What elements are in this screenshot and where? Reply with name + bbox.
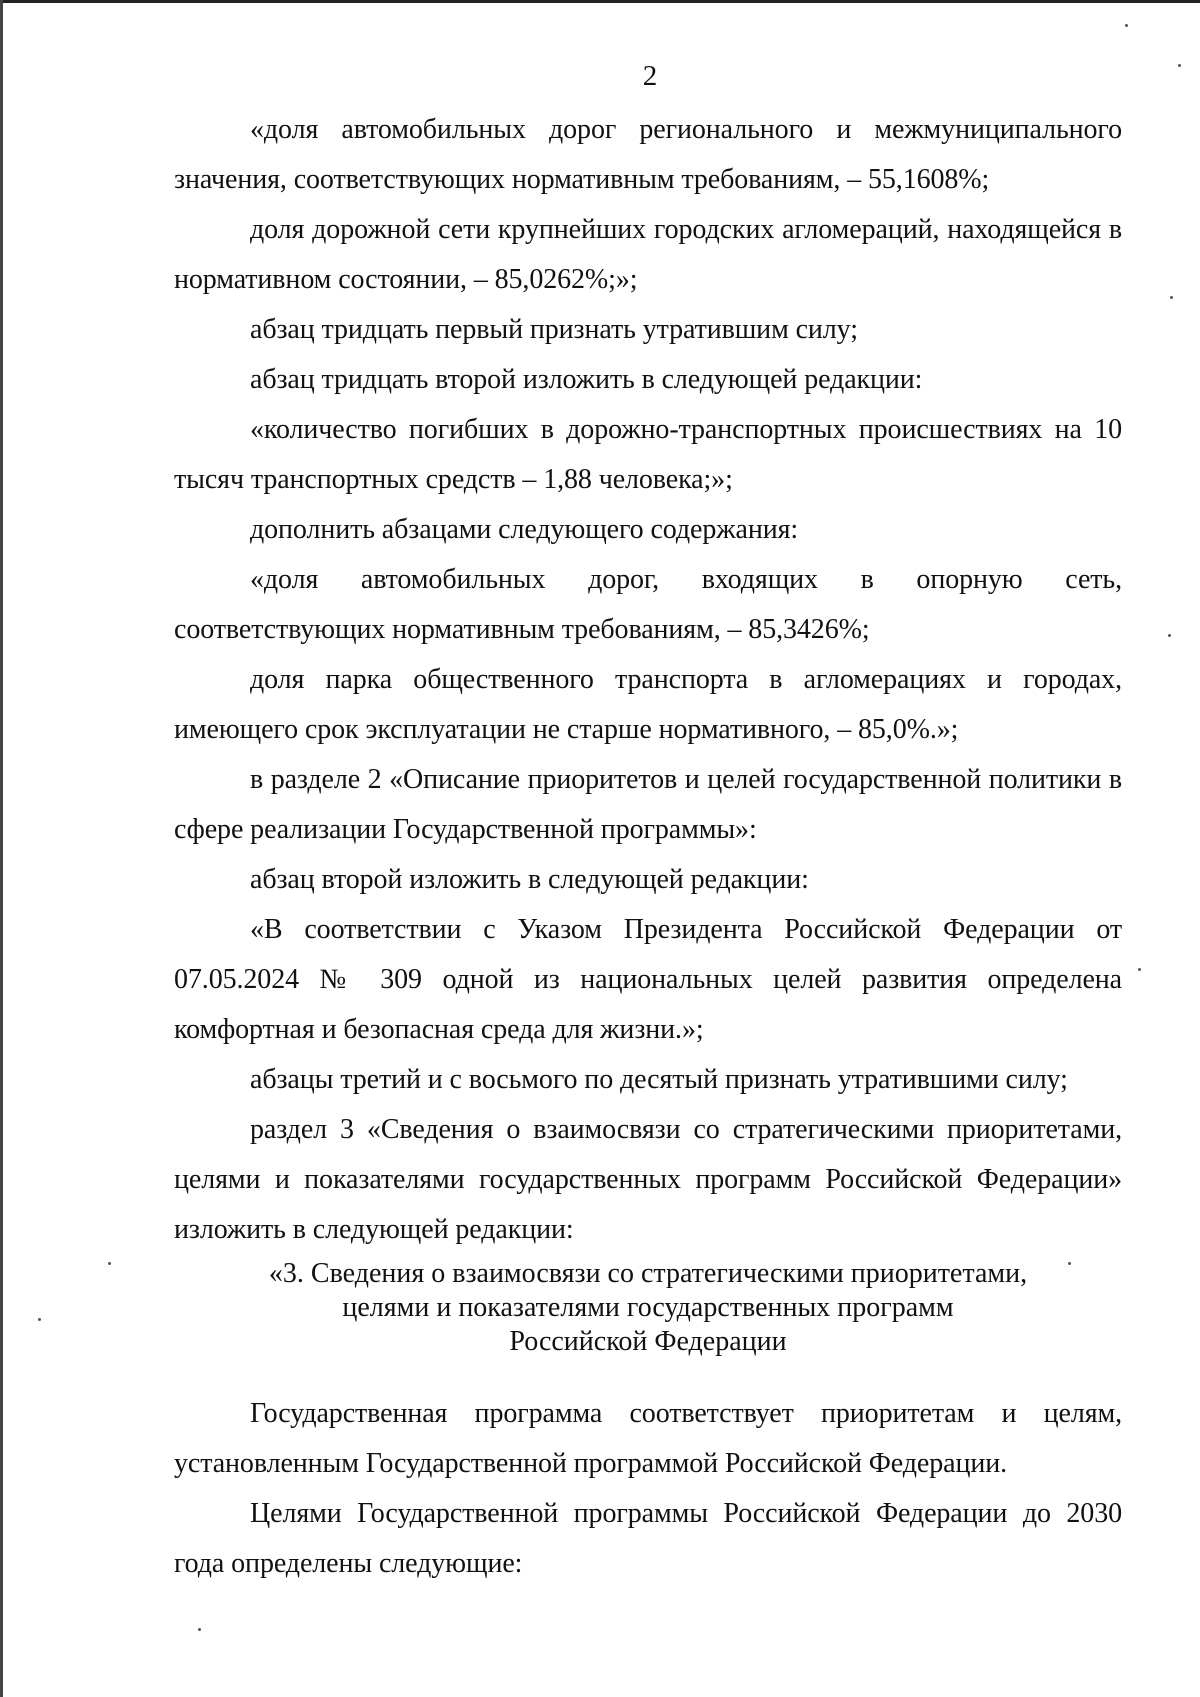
scan-top-border: [0, 0, 1200, 3]
paragraph-section-3: раздел 3 «Сведения о взаимосвязи со стратегическими приоритетами, целями и показателями государственных программ Российской Федерации» изложить в следующей редакции:: [174, 1114, 1122, 1245]
page-number: 2: [642, 60, 658, 92]
paragraph-program-goals: Целями Государственной программы Российской Федерации до 2030 года определены следующие:: [174, 1498, 1122, 1579]
scan-left-border: [0, 0, 3, 1697]
paragraph-decree: «В соответствии с Указом Президента Российской Федерации от 07.05.2024 № 309 одной из национальных целей развития определена комфортная и безопасная среда для жизни.»;: [174, 914, 1122, 1045]
paragraph-second-abzac: абзац второй изложить в следующей редакции:: [250, 864, 809, 895]
paragraph-core-network: «доля автомобильных дорог, входящих в опорную сеть, соответствующих нормативным требованиям, – 85,3426%;: [174, 564, 1122, 645]
section-heading-line-3: Российской Федерации: [509, 1326, 787, 1357]
paragraph-section-2: в разделе 2 «Описание приоритетов и целей государственной политики в сфере реализации Государственной программы»:: [174, 764, 1122, 845]
document-body: [174, 105, 1122, 1589]
scan-speck: [1125, 24, 1128, 27]
scan-speck: [1168, 634, 1171, 637]
scan-speck: [198, 1628, 201, 1631]
paragraph-roads-share: «доля автомобильных дорог регионального и межмуниципального значения, соответствующих нормативным требованиям, – 55,1608%;: [174, 114, 1122, 195]
scan-speck: [1138, 968, 1141, 971]
scan-speck: [1170, 296, 1173, 299]
paragraph-add-paragraphs: дополнить абзацами следующего содержания:: [250, 514, 799, 545]
paragraph-public-transport: доля парка общественного транспорта в агломерациях и городах, имеющего срок эксплуатации не старше нормативного, – 85,0%.»;: [174, 664, 1122, 745]
paragraph-program-correspondence: Государственная программа соответствует приоритетам и целям, установленным Государственной программой Российской Федерации.: [174, 1398, 1122, 1479]
paragraph-agglomeration-roads: доля дорожной сети крупнейших городских агломераций, находящейся в нормативном состоянии, – 85,0262%;»;: [174, 214, 1122, 295]
paragraph-third-eighth-tenth: абзацы третий и с восьмого по десятый признать утратившими силу;: [250, 1064, 1068, 1095]
closing-block: [174, 1389, 1122, 1589]
paragraph-fatalities: «количество погибших в дорожно-транспортных происшествиях на 10 тысяч транспортных средств – 1,88 человека;»;: [174, 414, 1122, 495]
scan-speck: [1068, 1262, 1071, 1265]
paragraph-thirty-second: абзац тридцать второй изложить в следующей редакции:: [250, 364, 923, 395]
scan-speck: [1178, 64, 1181, 67]
section-heading-line-1: «3. Сведения о взаимосвязи со стратегическими приоритетами,: [268, 1258, 1028, 1289]
section-heading-line-2: целями и показателями государственных программ: [342, 1292, 954, 1323]
section-heading: [174, 1257, 1122, 1359]
paragraph-thirty-first: абзац тридцать первый признать утратившим силу;: [250, 314, 858, 345]
scan-speck: [108, 1262, 111, 1265]
scan-speck: [38, 1318, 41, 1321]
